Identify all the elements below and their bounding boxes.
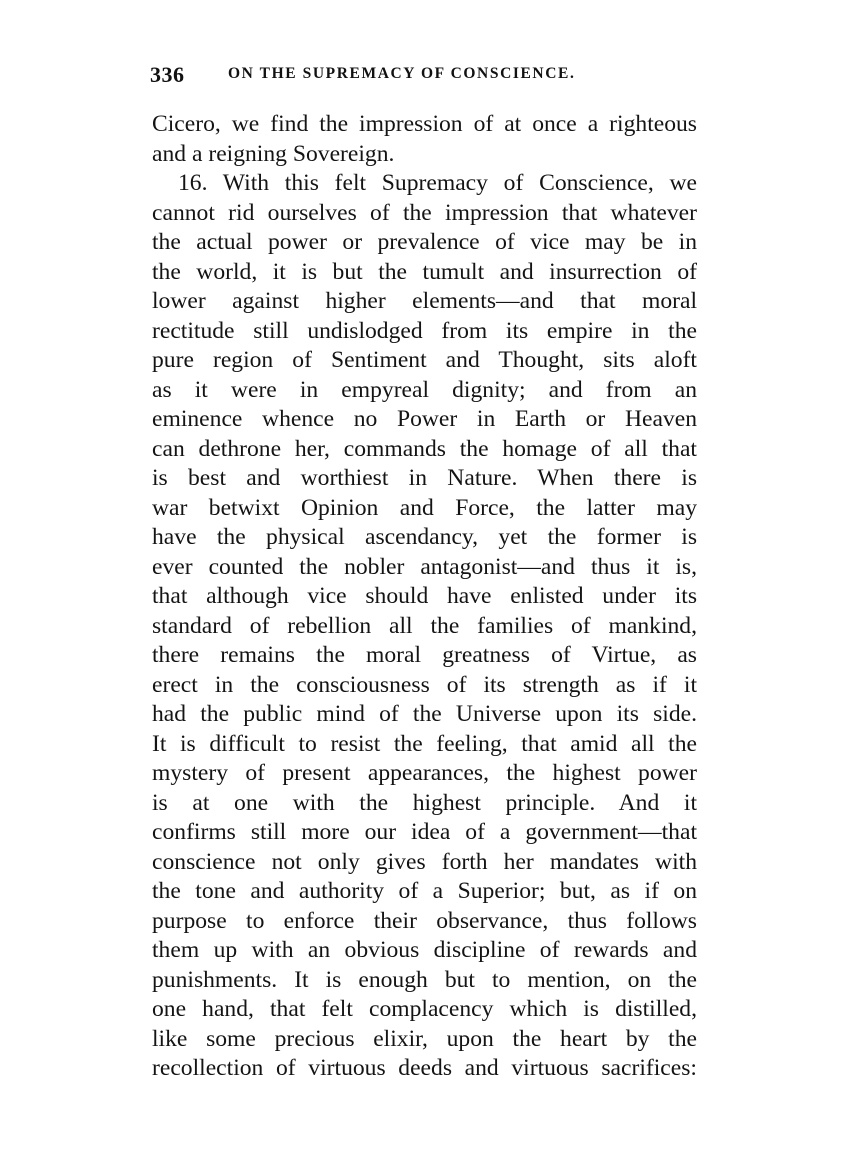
text-line: purpose to enforce their observance, thus follows <box>152 907 697 934</box>
text-line: conscience not only gives forth her mandates with <box>152 848 697 875</box>
text-line: 16. With this felt Supremacy of Conscience, we <box>178 170 697 196</box>
text-line: Cicero, we find the impression of at once a righteous <box>152 111 697 137</box>
text-line: that although vice should have enlisted under its <box>152 583 697 609</box>
text-line: one hand, that felt complacency which is distilled, <box>152 996 697 1022</box>
text-line: and a reigning Sovereign. <box>152 140 395 167</box>
page-number: 336 <box>150 62 185 87</box>
text-line: mystery of present appearances, the highest power <box>152 760 697 786</box>
text-line: have the physical ascendancy, yet the former is <box>152 524 697 550</box>
text-line: lower against higher elements—and that moral <box>152 288 697 314</box>
running-title: ON THE SUPREMACY OF CONSCIENCE. <box>228 65 576 82</box>
text-line: the actual power or prevalence of vice may be in <box>152 229 697 255</box>
text-line: It is difficult to resist the feeling, that amid all the <box>152 730 697 757</box>
text-line: had the public mind of the Universe upon its side. <box>152 701 697 727</box>
text-line: cannot rid ourselves of the impression that whatever <box>152 199 697 226</box>
body-text <box>152 110 697 1084</box>
text-line: recollection of virtuous deeds and virtuous sacrifices: <box>152 1055 697 1081</box>
text-line: confirms still more our idea of a government—that <box>152 819 697 845</box>
text-line: can dethrone her, commands the homage of all that <box>152 435 697 462</box>
text-line: them up with an obvious discipline of rewards and <box>152 937 697 963</box>
text-line: ever counted the nobler antagonist—and thus it is, <box>152 553 697 580</box>
text-line: is best and worthiest in Nature. When there is <box>152 465 697 491</box>
text-line: standard of rebellion all the families of mankind, <box>152 612 697 639</box>
text-line: the world, it is but the tumult and insurrection of <box>152 258 697 285</box>
text-line: erect in the consciousness of its strength as if it <box>152 671 697 698</box>
text-line: like some precious elixir, upon the heart by the <box>152 1025 697 1052</box>
text-line: rectitude still undislodged from its empire in the <box>152 317 697 344</box>
text-line: war betwixt Opinion and Force, the latter may <box>152 494 697 521</box>
text-line: the tone and authority of a Superior; but, as if on <box>152 878 697 904</box>
running-head <box>150 62 710 92</box>
text-line: pure region of Sentiment and Thought, sits aloft <box>152 347 697 373</box>
text-line: is at one with the highest principle. And it <box>152 789 697 816</box>
text-line: as it were in empyreal dignity; and from an <box>152 376 697 403</box>
text-line: there remains the moral greatness of Virtue, as <box>152 642 697 668</box>
text-line: eminence whence no Power in Earth or Heaven <box>152 406 697 432</box>
text-line: punishments. It is enough but to mention, on the <box>152 966 697 993</box>
